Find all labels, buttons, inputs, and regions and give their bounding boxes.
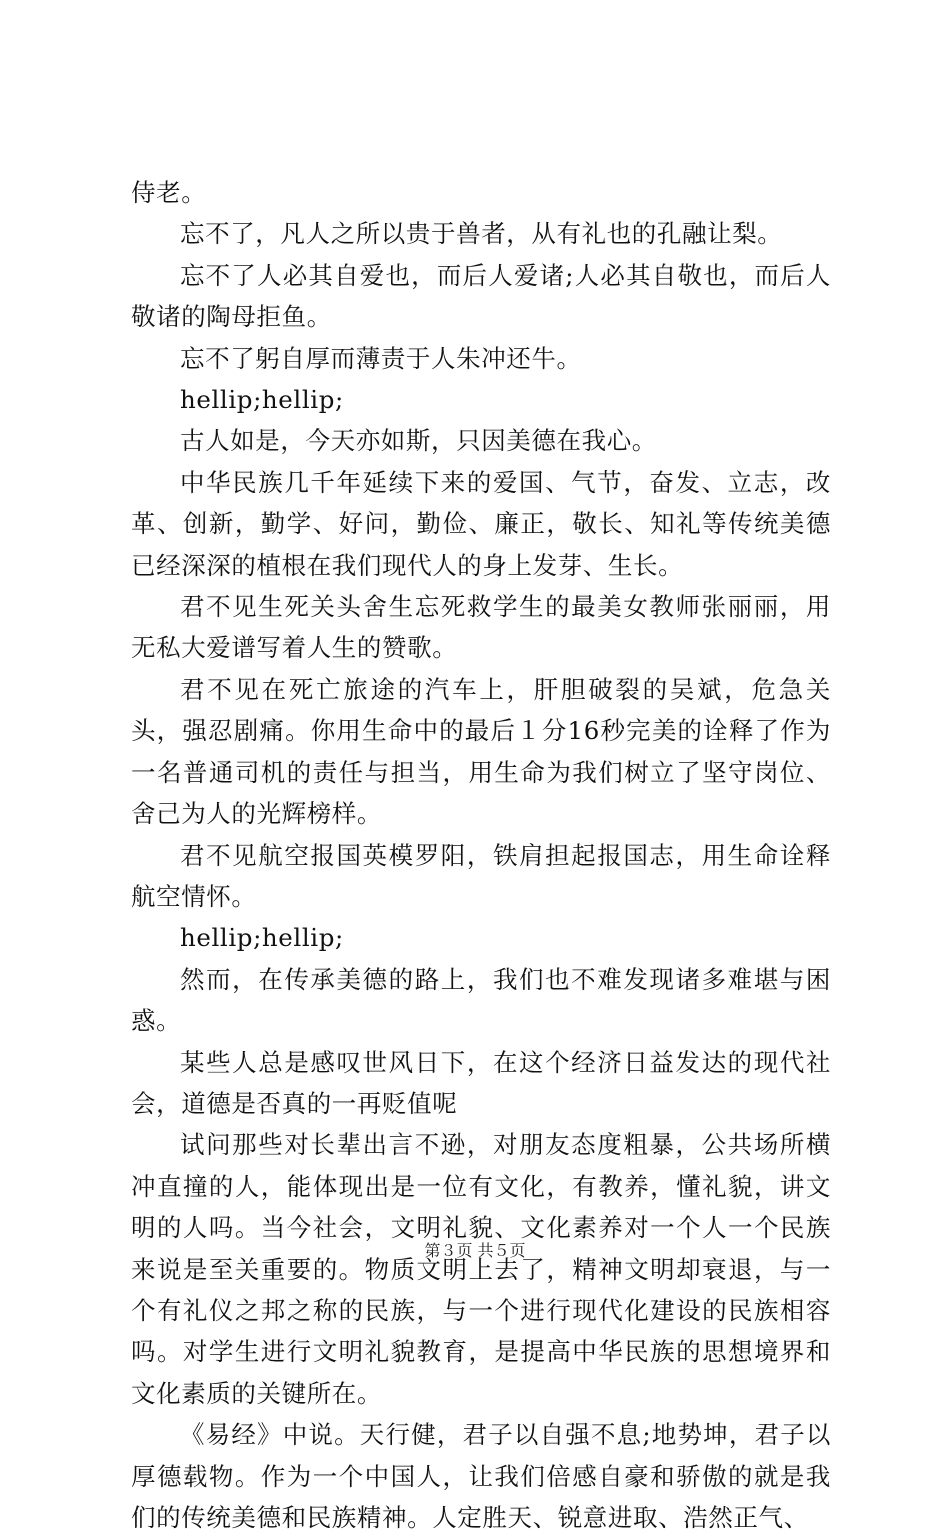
document-body xyxy=(131,172,831,1538)
paragraph: hellip;hellip; xyxy=(180,923,344,953)
paragraph: 君不见生死关头舍生忘死救学生的最美女教师张丽丽，用无私大爱谱写着人生的赞歌。 xyxy=(131,592,831,663)
paragraph: hellip;hellip; xyxy=(180,385,344,415)
paragraph: 然而，在传承美德的路上，我们也不难发现诸多难堪与困惑。 xyxy=(131,964,831,1036)
paragraph: 忘不了人必其自爱也，而后人爱诸;人必其自敬也，而后人敬诸的陶母拒鱼。 xyxy=(131,260,831,332)
paragraph: 试问那些对长辈出言不逊，对朋友态度粗暴，公共场所横冲直撞的人，能体现出是一位有文化，有教养，懂礼貌，讲文明的人吗。当今社会，文明礼貌、文化素养对一个人一个民族来说是至关重要的。物质文明上去了，精神文明却衰退，与一个有礼仪之邦之称的民族，与一个进行现代化建设的民族相容吗。对学生进行文明礼貌教育，是提高中华民族的思想境界和文化素质的关键所在。 xyxy=(131,1130,831,1408)
paragraph: 君不见航空报国英模罗阳，铁肩担起报国志，用生命诠释航空情怀。 xyxy=(131,840,831,911)
paragraph: 古人如是，今天亦如斯，只因美德在我心。 xyxy=(180,426,657,456)
paragraph: 《易经》中说。天行健，君子以自强不息;地势坤，君子以厚德载物。作为一个中国人，让我们倍感自豪和骄傲的就是我们的传统美德和民族精神。人定胜天、锐意进取、浩然正气、 xyxy=(131,1420,831,1532)
paragraph: 忘不了，凡人之所以贵于兽者，从有礼也的孔融让梨。 xyxy=(180,219,783,249)
paragraph: 某些人总是感叹世风日下，在这个经济日益发达的现代社会，道德是否真的一再贬值呢 xyxy=(131,1047,831,1118)
paragraph: 君不见在死亡旅途的汽车上，肝胆破裂的吴斌，危急关头，强忍剧痛。你用生命中的最后１分16秒完美的诠释了作为一名普通司机的责任与担当，用生命为我们树立了坚守岗位、舍己为人的光辉榜样。 xyxy=(131,674,831,829)
paragraph: 中华民族几千年延续下来的爱国、气节，奋发、立志，改革、创新，勤学、好问，勤俭、廉正，敬长、知礼等传统美德已经深深的植根在我们现代人的身上发芽、生长。 xyxy=(131,467,831,580)
paragraph: 侍老。 xyxy=(131,178,207,207)
paragraph: 忘不了躬自厚而薄责于人朱冲还牛。 xyxy=(180,343,582,373)
page-number-footer: 第３页 共５页 xyxy=(424,1241,526,1260)
